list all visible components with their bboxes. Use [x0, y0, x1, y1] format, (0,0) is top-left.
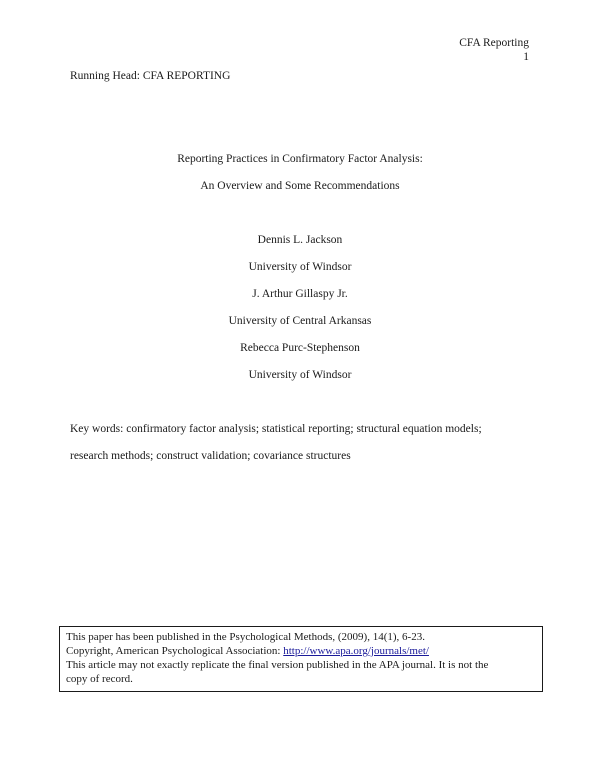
title-line-2: An Overview and Some Recommendations [200, 180, 400, 192]
author-affiliation: University of Windsor [248, 261, 352, 273]
author-name: J. Arthur Gillaspy Jr. [252, 288, 348, 300]
page-header [459, 36, 529, 64]
author-affiliation: University of Central Arkansas [228, 315, 372, 327]
author-name: Rebecca Purc-Stephenson [240, 342, 360, 354]
page-number: 1 [523, 51, 529, 63]
journal-link[interactable]: http://www.apa.org/journals/met/ [283, 645, 429, 657]
notice-line-1: This paper has been published in the Psychological Methods, (2009), 14(1), 6-23. [66, 631, 425, 643]
keywords-line-1: Key words: confirmatory factor analysis; statistical reporting; structural equation models; [70, 423, 482, 435]
author-name: Dennis L. Jackson [257, 234, 343, 246]
keywords-line-2: research methods; construct validation; covariance structures [70, 450, 351, 462]
notice-line-4: copy of record. [66, 673, 133, 685]
notice-copyright-text: Copyright, American Psychological Association: [66, 645, 284, 657]
notice-line-2 [66, 644, 536, 658]
running-head: Running Head: CFA REPORTING [70, 70, 231, 82]
title-line-1: Reporting Practices in Confirmatory Factor Analysis: [177, 153, 423, 165]
notice-line-3: This article may not exactly replicate the final version published in the APA journal. It is not the [66, 659, 489, 671]
header-short-title: CFA Reporting [459, 37, 529, 49]
author-affiliation: University of Windsor [248, 369, 352, 381]
publication-notice [59, 626, 543, 692]
